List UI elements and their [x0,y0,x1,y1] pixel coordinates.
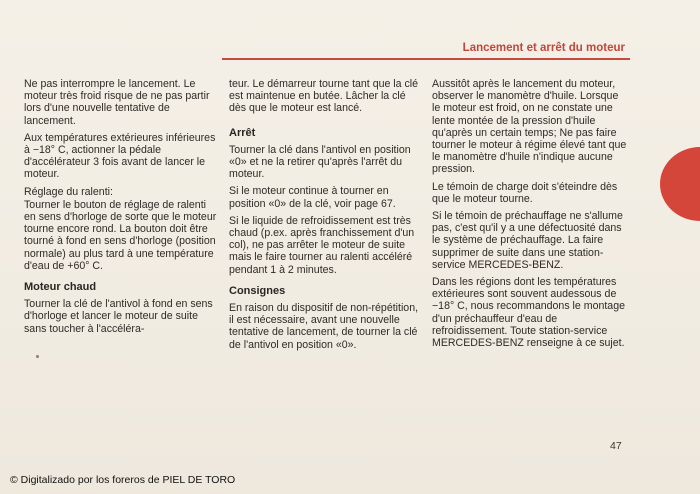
text-column-1 [24,78,220,340]
text-column-3 [432,78,628,354]
paragraph: Tourner la clé de l'antivol à fond en sens d'horloge et lancer le moteur de suite sans toucher à l'accéléra- [24,298,213,335]
paragraph: Aussitôt après le lancement du moteur, observer le manomètre d'huile. Lorsque le moteur est froid, on ne constate une lente montée de la pression d'huile qu'après un certain temps; Ne pas faire tourner le moteur à régime élevé tant que le manomètre d'huile n'indique aucune pression. [432,78,627,176]
paragraph: Tourner le bouton de réglage de ralenti en sens d'horloge de sorte que le moteur tourne encore rond. La bouton doit être tourné à fond en sens d'horloge (position normale) au plus tard à une température d'eau de +60° C. [24,198,217,272]
paragraph: teur. Le démarreur tourne tant que la clé est maintenue en butée. Lâcher la clé dès que le moteur est lancé. [229,78,419,115]
paragraph: Tourner la clé dans l'antivol en position «0» et ne la retirer qu'après l'arrêt du moteur. [229,143,411,181]
paragraph: Si le témoin de préchauffage ne s'allume pas, c'est qu'il y a une défectuosité dans le système de préchauffage. La faire supprimer de suite dans une station-service MERCEDES-BENZ. [432,210,623,271]
scan-credit: © Digitalizado por los foreros de PIEL DE TORO [10,474,236,486]
thumb-index-tab [660,147,700,221]
paragraph: Dans les régions dont les températures extérieures sont souvent audessous de −18° C, nous recommandons le montage d'un préchauffeur d'eau de refroidissement. Toute station-service MERCEDES-BENZ renseigne à ce sujet. [432,276,625,350]
paragraph: En raison du dispositif de non-répétition, il est nécessaire, avant une nouvelle tentative de lancement, de tourner la clé de l'antivol en position «0». [229,302,419,351]
heading-consignes: Consignes [229,284,286,297]
paper-speck [36,355,39,358]
section-title: Lancement et arrêt du moteur [462,42,625,54]
paragraph: Aux températures extérieures inférieures à −18° C, actionner la pédale d'accélérateur 3 fois avant de lancer le moteur. [24,131,216,181]
text-column-2 [229,78,422,356]
paragraph: Si le moteur continue à tourner en position «0» de la clé, voir page 67. [229,185,396,210]
paragraph: Si le liquide de refroidissement est très chaud (p.ex. après franchissement d'un col), ne pas arrêter le moteur de suite mais le faire tourner au ralenti accéléré pendant 1 à 2 minutes. [229,214,415,276]
paragraph: Le témoin de charge doit s'éteindre dès que le moteur tourne. [432,180,618,205]
paragraph: Ne pas interrompre le lancement. Le moteur très froid risque de ne pas partir lors d'une nouvelle tentative de lancement. [24,78,210,127]
heading-moteur-chaud: Moteur chaud [24,281,97,294]
page-number: 47 [610,440,622,452]
section-title-rule [222,58,630,60]
paragraph: Réglage du ralenti: [24,185,113,198]
heading-arret: Arrêt [229,126,256,139]
